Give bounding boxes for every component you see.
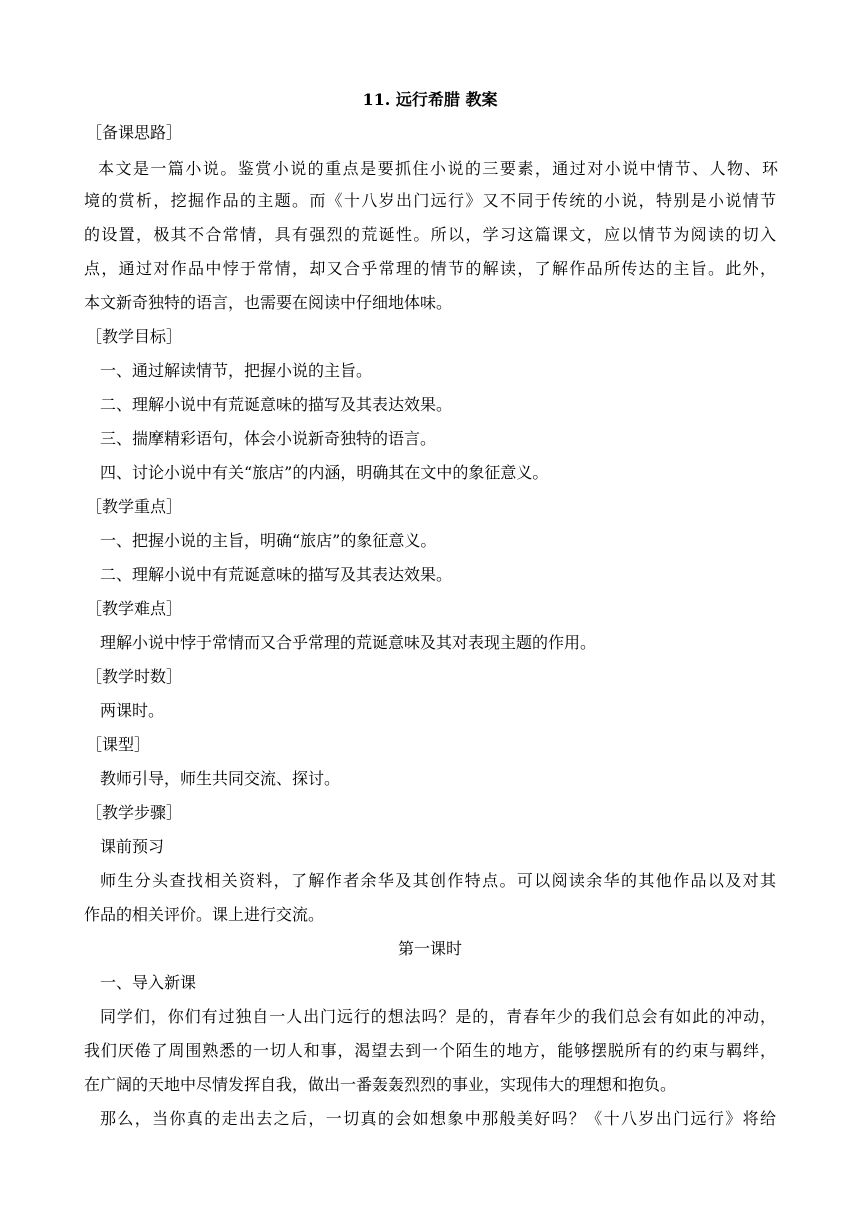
list-item: 一、把握小说的主旨，明确“旅店”的象征意义。 — [100, 531, 437, 550]
list-item: 三、揣摩精彩语句，体会小说新奇独特的语言。 — [100, 429, 437, 448]
list-item: 二、理解小说中有荒诞意味的描写及其表达效果。 — [100, 565, 453, 584]
paragraph-line: 作品的相关评价。课上进行交流。 — [84, 905, 325, 924]
section-heading: ［教学目标］ — [86, 327, 183, 346]
paragraph-line: 同学们，你们有过独自一人出门远行的想法吗？是的，青春年少的我们总会有如此的冲动， — [100, 1007, 776, 1026]
paragraph-line: 本文是一篇小说。鉴赏小说的重点是要抓住小说的三要素，通过对小说中情节、人物、环 — [98, 159, 778, 178]
paragraph-line: 我们厌倦了周围熟悉的一切人和事，渴望去到一个陌生的地方，能够摆脱所有的约束与羁绊， — [84, 1041, 776, 1060]
list-item: 二、理解小说中有荒诞意味的描写及其表达效果。 — [100, 395, 453, 414]
paragraph-line: 在广阔的天地中尽情发挥自我，做出一番轰轰烈烈的事业，实现伟大的理想和抱负。 — [84, 1075, 677, 1094]
paragraph-line: 那么，当你真的走出去之后，一切真的会如想象中那般美好吗？《十八岁出门远行》将给 — [100, 1109, 776, 1128]
paragraph-line: 教师引导，师生共同交流、探讨。 — [100, 769, 341, 788]
list-item: 四、讨论小说中有关“旅店”的内涵，明确其在文中的象征意义。 — [100, 463, 549, 482]
list-item: 一、通过解读情节，把握小说的主旨。 — [100, 361, 373, 380]
lesson-heading: 第一课时 — [397, 939, 462, 958]
paragraph-line: 师生分头查找相关资料，了解作者余华及其创作特点。可以阅读余华的其他作品以及对其 — [100, 871, 776, 890]
subsection-heading: 一、导入新课 — [100, 973, 197, 992]
section-heading: ［课型］ — [86, 735, 151, 754]
paragraph-line: 本文新奇独特的语言，也需要在阅读中仔细地体味。 — [84, 293, 453, 312]
subsection-heading: 课前预习 — [100, 837, 165, 856]
paragraph-line: 两课时。 — [100, 701, 165, 720]
paragraph-line: 的设置，极其不合常情，具有强烈的荒诞性。所以，学习这篇课文，应以情节为阅读的切入 — [84, 225, 776, 244]
paragraph-line: 境的赏析，挖掘作品的主题。而《十八岁出门远行》又不同于传统的小说，特别是小说情节 — [84, 191, 776, 210]
paragraph-line: 理解小说中悖于常情而又合乎常理的荒诞意味及其对表现主题的作用。 — [100, 633, 597, 652]
section-heading: ［教学难点］ — [86, 599, 183, 618]
section-heading: ［备课思路］ — [86, 123, 183, 142]
paragraph-line: 点，通过对作品中悖于常情，却又合乎常理的情节的解读，了解作品所传达的主旨。此外， — [84, 259, 776, 278]
document-title: 11. 远行希腊 教案 — [362, 90, 498, 109]
section-heading: ［教学重点］ — [86, 497, 183, 516]
section-heading: ［教学时数］ — [86, 667, 183, 686]
section-heading: ［教学步骤］ — [86, 803, 183, 822]
